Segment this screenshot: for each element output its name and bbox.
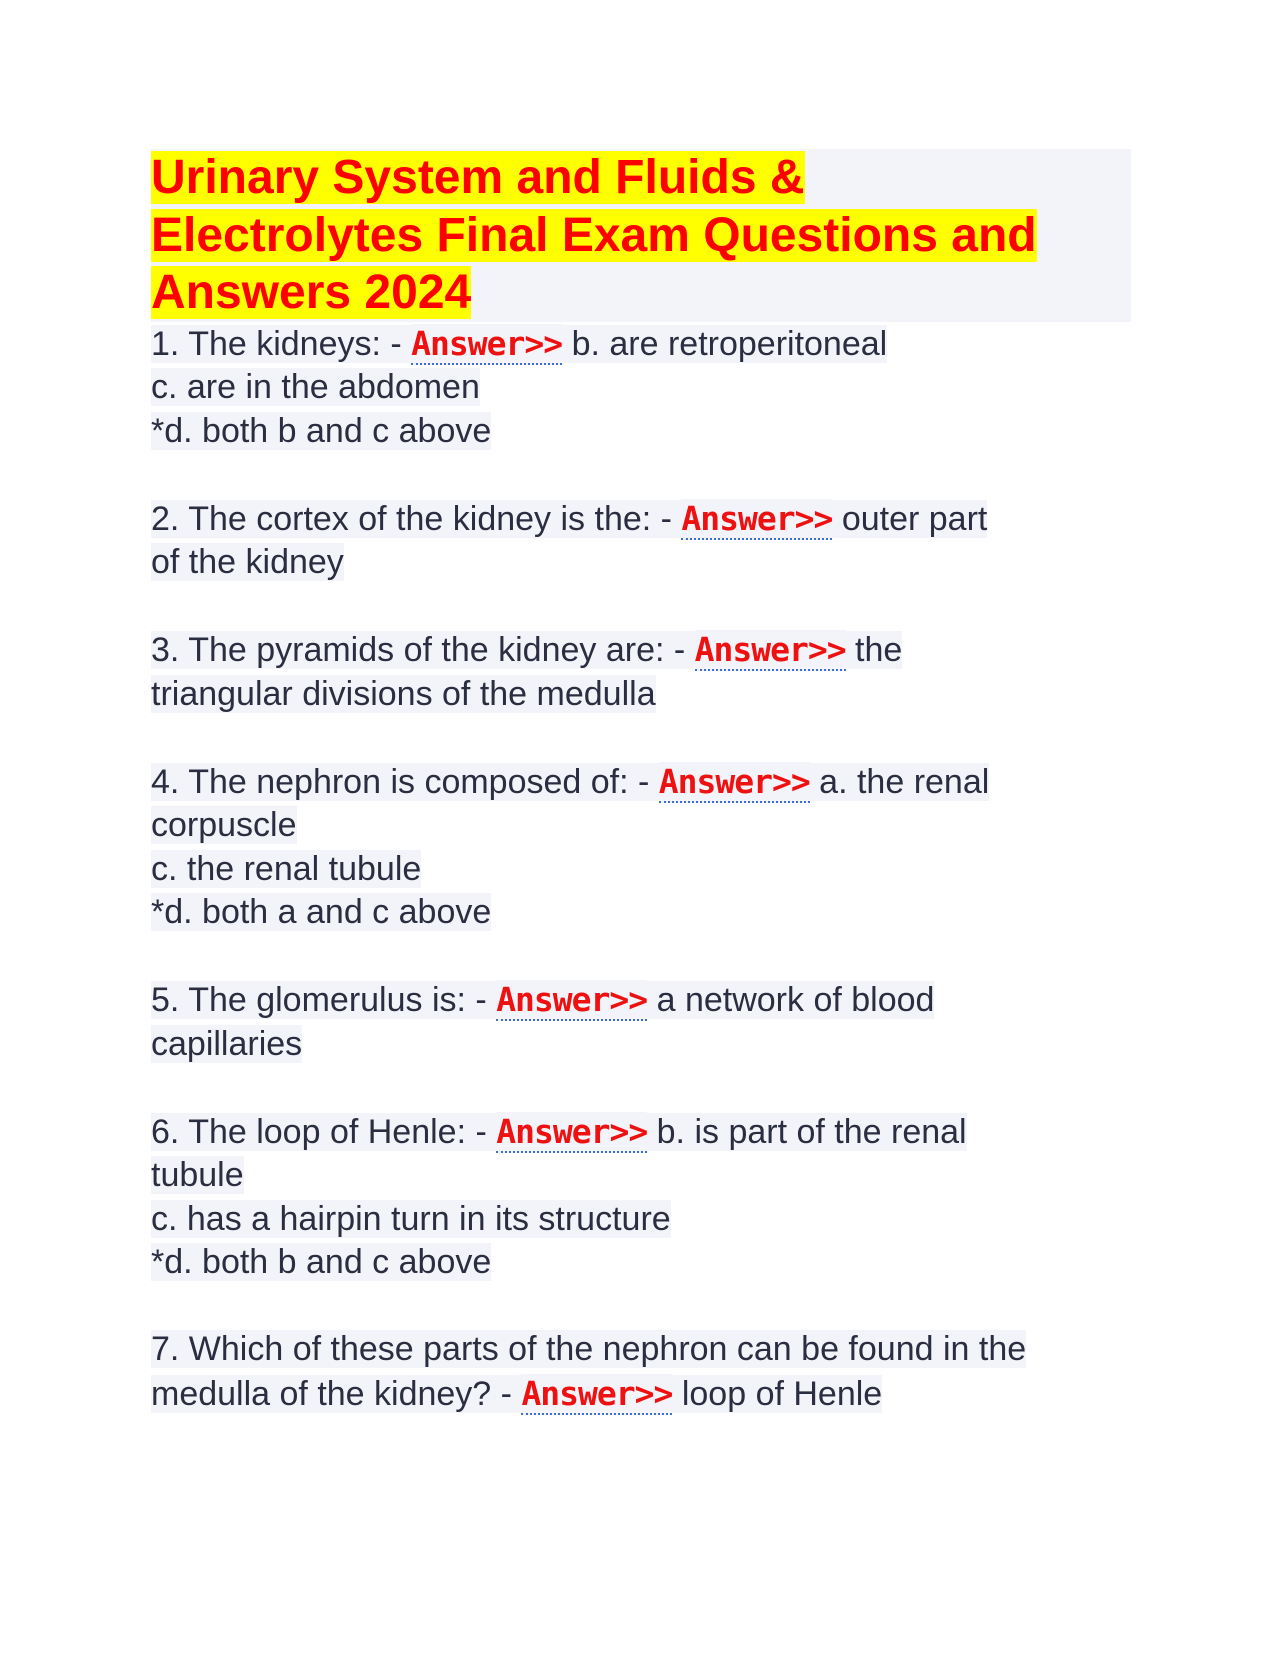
- question-4-answer-line: corpuscle: [151, 806, 297, 844]
- question-6: [151, 1110, 1131, 1285]
- question-6-answer: b. is part of the renal: [647, 1112, 967, 1151]
- question-3-answer-link[interactable]: Answer>>: [694, 630, 846, 669]
- question-2-answer-line: of the kidney: [151, 543, 344, 581]
- question-3: [151, 628, 1131, 716]
- question-2-prompt: 2. The cortex of the kidney is the: -: [151, 499, 682, 538]
- question-5-answer-line: capillaries: [151, 1024, 303, 1063]
- title-line-3: Answers 2024: [151, 266, 472, 319]
- question-7-answer: loop of Henle: [672, 1374, 883, 1413]
- question-2-answer: outer part: [832, 499, 988, 538]
- question-5-answer: a network of blood: [647, 981, 935, 1019]
- question-7-prompt-line: 7. Which of these parts of the nephron can be found in the: [151, 1330, 1027, 1368]
- question-6-answer-link[interactable]: Answer>>: [496, 1111, 648, 1151]
- question-6-answer-line: tubule: [151, 1156, 244, 1194]
- question-2-answer-link[interactable]: Answer>>: [681, 498, 833, 538]
- title-line-1: Urinary System and Fluids &: [151, 151, 805, 204]
- question-4: [151, 760, 1131, 935]
- question-6-prompt: 6. The loop of Henle: -: [151, 1112, 497, 1151]
- document-page: [151, 149, 1131, 1460]
- document-title: [151, 149, 1131, 322]
- question-3-answer: the: [845, 631, 903, 669]
- question-1-answer-link[interactable]: Answer>>: [411, 323, 563, 363]
- question-7: [151, 1328, 1131, 1416]
- question-4-answer-link[interactable]: Answer>>: [658, 761, 810, 801]
- question-6-answer-line: *d. both b and c above: [151, 1243, 492, 1281]
- question-3-answer-line: triangular divisions of the medulla: [151, 674, 656, 713]
- question-5: [151, 978, 1131, 1066]
- question-4-answer: a. the renal: [809, 762, 990, 801]
- question-4-prompt: 4. The nephron is composed of: -: [151, 762, 659, 801]
- question-1-prompt: 1. The kidneys: -: [151, 324, 412, 363]
- question-1: [151, 322, 1131, 454]
- question-1-answer: b. are retroperitoneal: [562, 324, 888, 363]
- question-5-answer-link[interactable]: Answer>>: [496, 980, 648, 1019]
- question-4-answer-line: c. the renal tubule: [151, 849, 422, 888]
- question-4-answer-line: *d. both a and c above: [151, 893, 492, 931]
- question-3-prompt: 3. The pyramids of the kidney are: -: [151, 631, 695, 669]
- question-1-answer-line: c. are in the abdomen: [151, 368, 480, 406]
- question-6-answer-line: c. has a hairpin turn in its structure: [151, 1199, 671, 1238]
- question-7-answer-link[interactable]: Answer>>: [521, 1373, 673, 1413]
- title-block: [151, 149, 1131, 322]
- question-1-answer-line: *d. both b and c above: [151, 411, 492, 450]
- title-line-2: Electrolytes Final Exam Questions and: [151, 208, 1037, 262]
- question-5-prompt: 5. The glomerulus is: -: [151, 981, 497, 1019]
- question-7-prompt: medulla of the kidney? -: [151, 1374, 522, 1413]
- question-2: [151, 497, 1131, 585]
